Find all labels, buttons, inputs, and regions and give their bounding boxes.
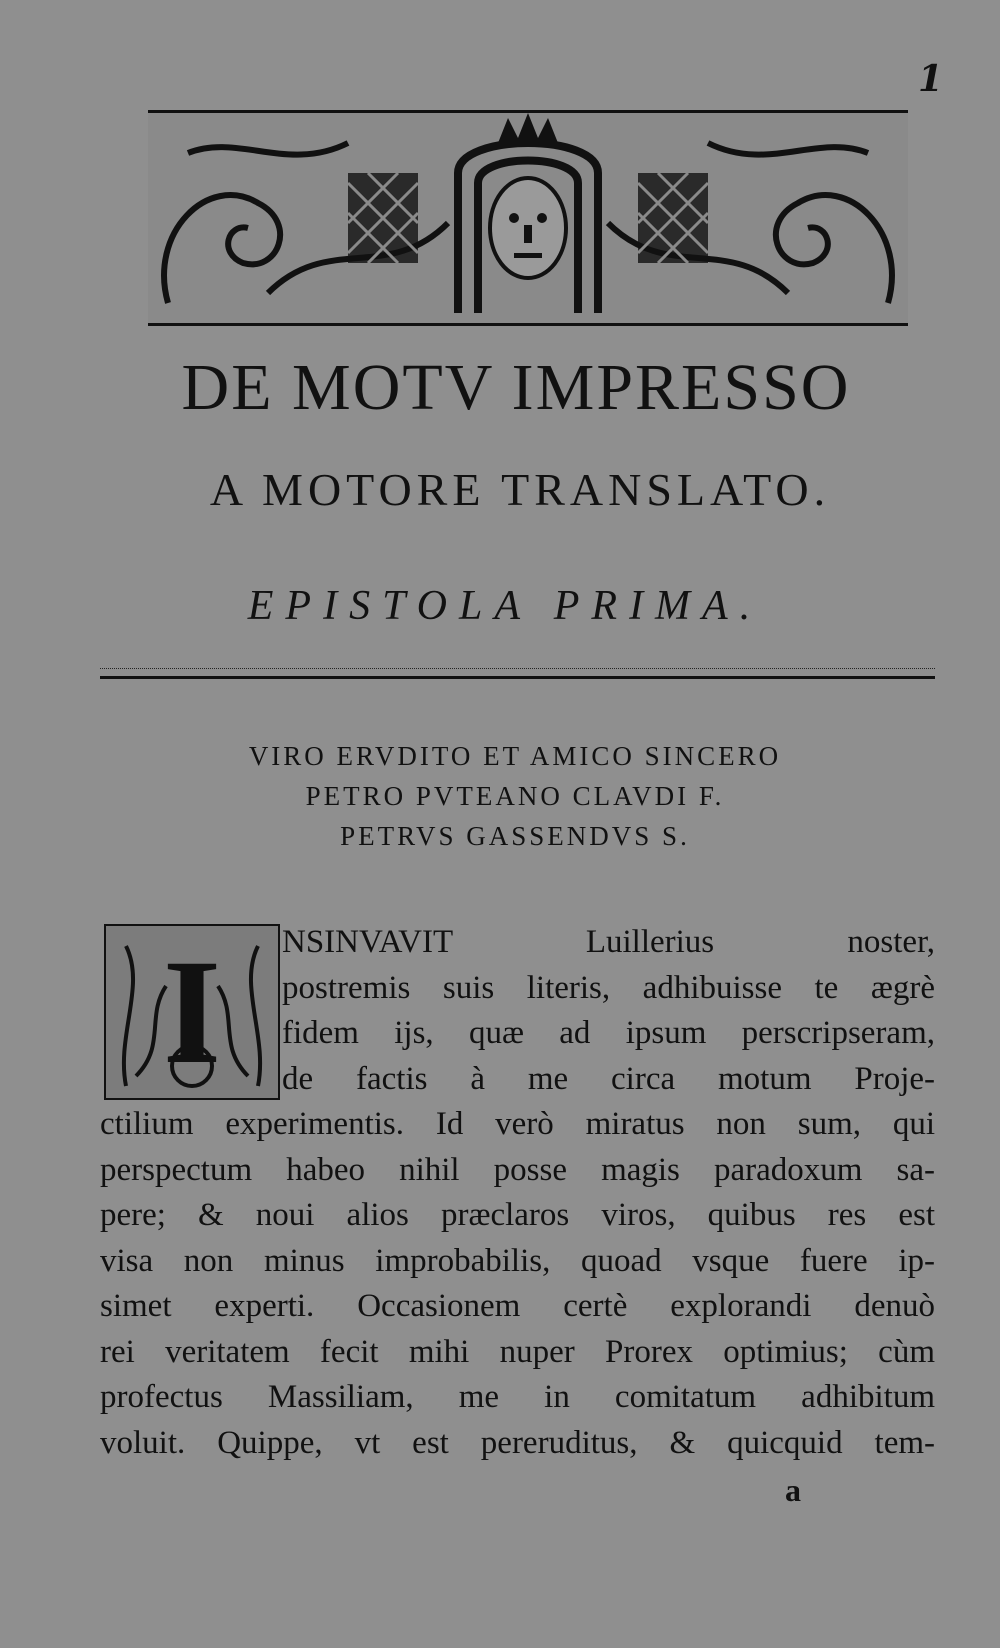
divider-dotted: [100, 668, 935, 669]
text-line: rei veritatem fecit mihi nuper Prorex optimius; cùm: [100, 1333, 935, 1370]
body-text: [100, 920, 935, 1466]
subtitle: A MOTORE TRANSLATO.: [209, 464, 831, 515]
drop-cap-letter: I: [162, 929, 222, 1095]
text-line: postremis suis literis, adhibuisse te ægrè: [282, 969, 935, 1006]
text-line: voluit. Quippe, vt est pereruditus, & quicquid tem-: [100, 1424, 935, 1461]
text-line: NSINVAVIT Luillerius noster,: [282, 924, 935, 960]
divider-rule: [100, 676, 935, 679]
text-line: visa non minus improbabilis, quoad vsque fuere ip-: [100, 1242, 935, 1279]
page-number: 1: [918, 58, 944, 100]
dedication: [110, 736, 920, 856]
main-title: DE MOTV IMPRESSO: [181, 351, 851, 424]
catchword: a: [785, 1472, 801, 1508]
dedication-line: VIRO ERVDITO ET AMICO SINCERO: [248, 741, 782, 771]
ornamental-headpiece: [148, 110, 908, 326]
dedication-line: PETRO PVTEANO CLAVDI F.: [305, 781, 725, 811]
text-line: perspectum habeo nihil posse magis paradoxum sa-: [100, 1151, 935, 1188]
text-line: ctilium experimentis. Id verò miratus non sum, qui: [100, 1106, 935, 1142]
text-line: pere; & noui alios præclaros viros, quibus res est: [100, 1197, 935, 1233]
text-line: de factis à me circa motum Proje-: [282, 1060, 935, 1097]
text-line: profectus Massiliam, me in comitatum adhibitum: [100, 1379, 935, 1415]
dedication-line: PETRVS GASSENDVS S.: [340, 821, 690, 851]
text-line: simet experti. Occasionem certè explorandi denuò: [100, 1288, 935, 1324]
section-heading: EPISTOLA PRIMA.: [247, 583, 763, 629]
text-line: fidem ijs, quæ ad ipsum perscripseram,: [282, 1015, 935, 1051]
